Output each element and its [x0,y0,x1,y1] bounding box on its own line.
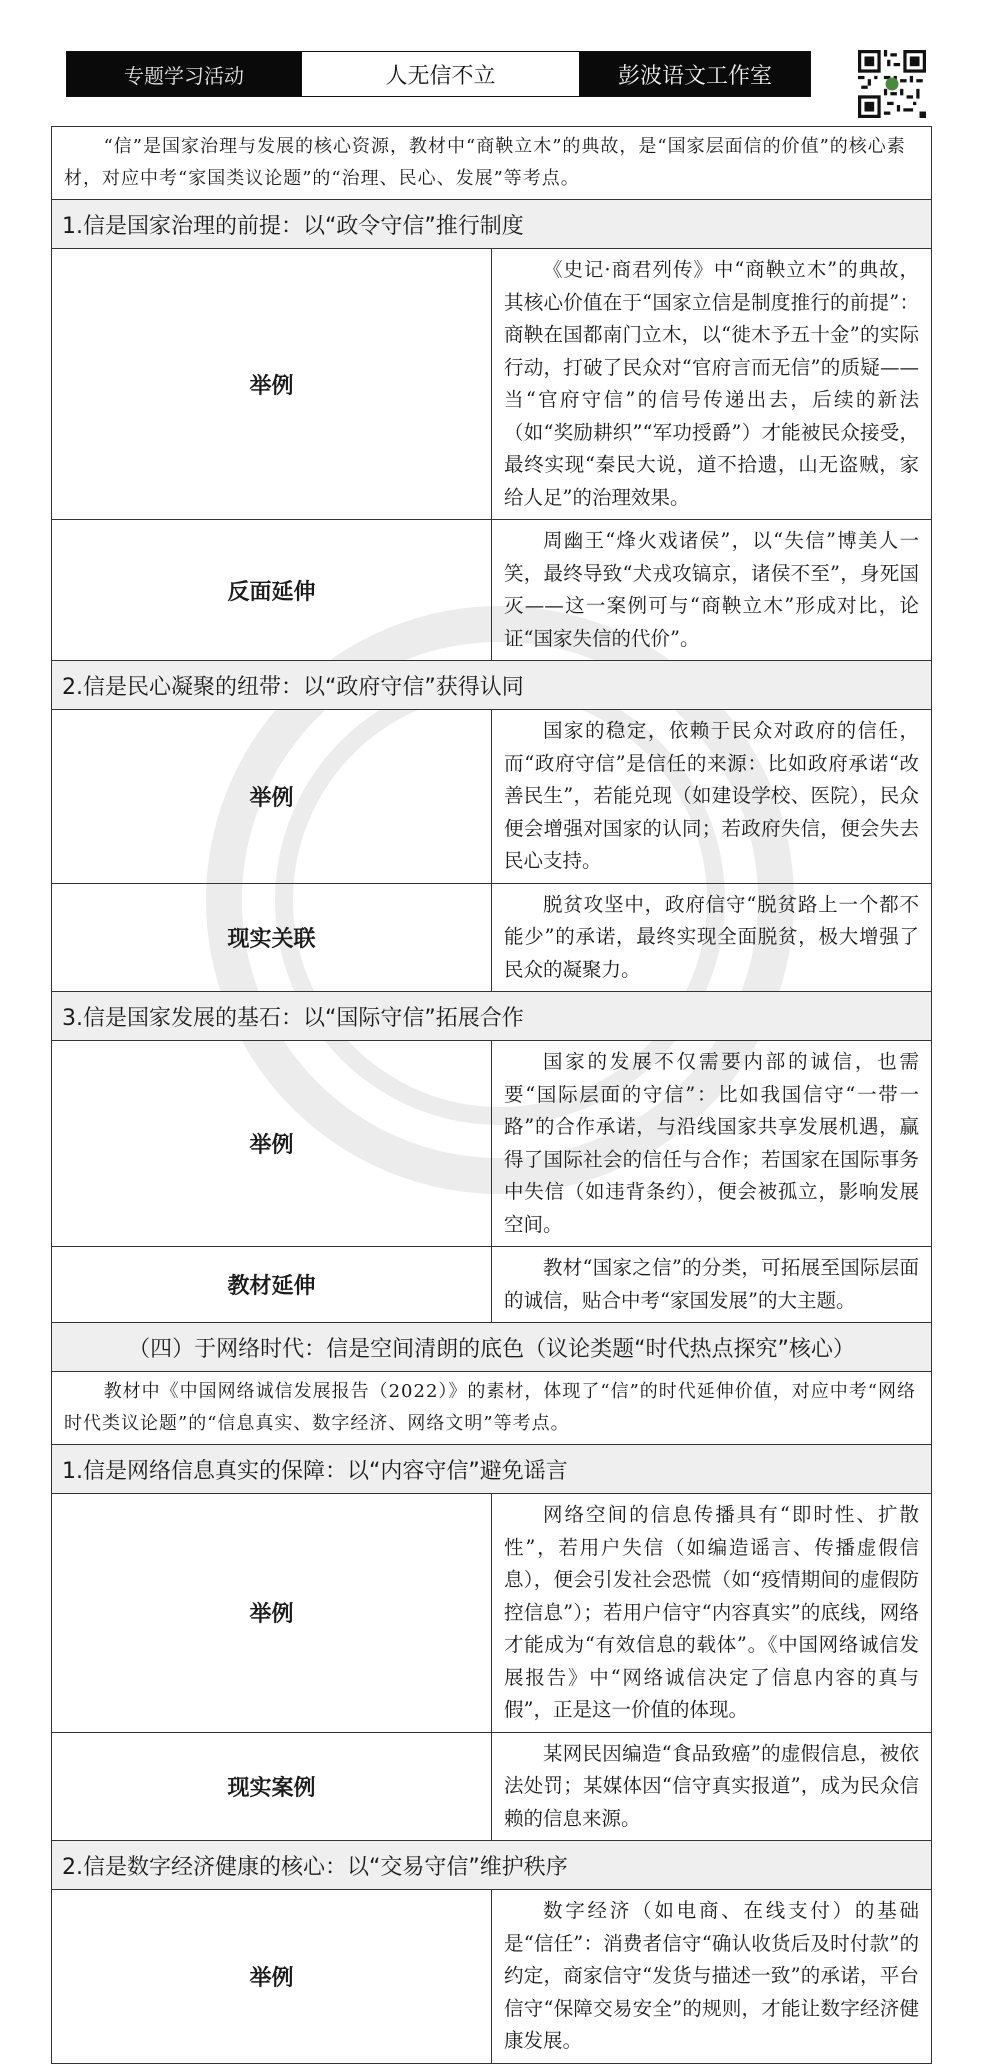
qr-code-icon [858,50,926,118]
section-title: 3.信是国家发展的基石：以“国际守信”拓展合作 [52,992,932,1041]
table-row [52,1041,932,1247]
header-studio: 彭波语文工作室 [580,52,810,96]
section-title-row [52,661,932,710]
row-label: 举例 [52,249,492,520]
table-row [52,710,932,884]
row-label: 举例 [52,710,492,884]
section-title-row [52,992,932,1041]
section-title-row [52,1841,932,1890]
table-row [52,1732,932,1841]
row-label: 现实案例 [52,1732,492,1841]
intro-network: 教材中《中国网络诚信发展报告（2022）》的素材，体现了“信”的时代延伸价值，对应中考“网络时代类议论题”的“信息真实、数字经济、网络文明”等考点。 [52,1372,932,1445]
content-table [51,126,932,2064]
header-bar [66,51,811,97]
header-topic: 人无信不立 [301,52,580,96]
row-text: 脱贫攻坚中，政府信守“脱贫路上一个都不能少”的承诺，最终实现全面脱贫，极大增强了民众的凝聚力。 [492,883,932,992]
row-text: 周幽王“烽火戏诸侯”，以“失信”博美人一笑，最终导致“犬戎攻镐京，诸侯不至”，身死国灭——这一案例可与“商鞅立木”形成对比，论证“国家失信的代价”。 [492,520,932,661]
section-title: 2.信是民心凝聚的纽带：以“政府守信”获得认同 [52,661,932,710]
table-row [52,1494,932,1733]
row-text: 国家的稳定，依赖于民众对政府的信任，而“政府守信”是信任的来源：比如政府承诺“改善民生”，若能兑现（如建设学校、医院），民众便会增强对国家的认同；若政府失信，便会失去民心支持。 [492,710,932,884]
row-label: 举例 [52,1890,492,2064]
row-label: 举例 [52,1041,492,1247]
row-text: 某网民因编造“食品致癌”的虚假信息，被依法处罚；某媒体因“信守真实报道”，成为民众信赖的信息来源。 [492,1732,932,1841]
row-label: 现实关联 [52,883,492,992]
row-text: 《史记·商君列传》中“商鞅立木”的典故，其核心价值在于“国家立信是制度推行的前提”：商鞅在国都南门立木，以“徙木予五十金”的实际行动，打破了民众对“官府言而无信”的质疑——当“官府守信”的信号传递出去，后续的新法（如“奖励耕织”“军功授爵”）才能被民众接受，最终实现“秦民大说，道不拾遗，山无盗贼，家给人足”的治理效果。 [492,249,932,520]
table-row [52,1890,932,2064]
table-row [52,520,932,661]
intro-row [52,127,932,200]
intro-row [52,1372,932,1445]
table-row [52,883,932,992]
row-label: 反面延伸 [52,520,492,661]
section-title-row [52,200,932,249]
row-text: 国家的发展不仅需要内部的诚信，也需要“国际层面的守信”：比如我国信守“一带一路”的合作承诺，与沿线国家共享发展机遇，赢得了国际社会的信任与合作；若国家在国际事务中失信（如违背条约），便会被孤立，影响发展空间。 [492,1041,932,1247]
row-text: 网络空间的信息传播具有“即时性、扩散性”，若用户失信（如编造谣言、传播虚假信息），便会引发社会恐慌（如“疫情期间的虚假防控信息”）；若用户信守“内容真实”的底线，网络才能成为“有效信息的载体”。《中国网络诚信发展报告》中“网络诚信决定了信息内容的真与假”，正是这一价值的体现。 [492,1494,932,1733]
intro-national: “信”是国家治理与发展的核心资源，教材中“商鞅立木”的典故，是“国家层面信的价值”的核心素材，对应中考“家国类议论题”的“治理、民心、发展”等考点。 [52,127,932,200]
row-text: 教材“国家之信”的分类，可拓展至国际层面的诚信，贴合中考“家国发展”的大主题。 [492,1247,932,1323]
section-title: 1.信是国家治理的前提：以“政令守信”推行制度 [52,200,932,249]
row-text: 数字经济（如电商、在线支付）的基础是“信任”：消费者信守“确认收货后及时付款”的约定，商家信守“发货与描述一致”的承诺，平台信守“保障交易安全”的规则，才能让数字经济健康发展。 [492,1890,932,2064]
row-label: 教材延伸 [52,1247,492,1323]
section-title: 2.信是数字经济健康的核心：以“交易守信”维护秩序 [52,1841,932,1890]
section-title-row [52,1445,932,1494]
row-label: 举例 [52,1494,492,1733]
table-row [52,1247,932,1323]
header-category: 专题学习活动 [67,52,301,96]
section-title: 1.信是网络信息真实的保障：以“内容守信”避免谣言 [52,1445,932,1494]
table-row [52,249,932,520]
part-heading: （四）于网络时代：信是空间清朗的底色（议论类题“时代热点探究”核心） [52,1323,932,1372]
part-heading-row [52,1323,932,1372]
